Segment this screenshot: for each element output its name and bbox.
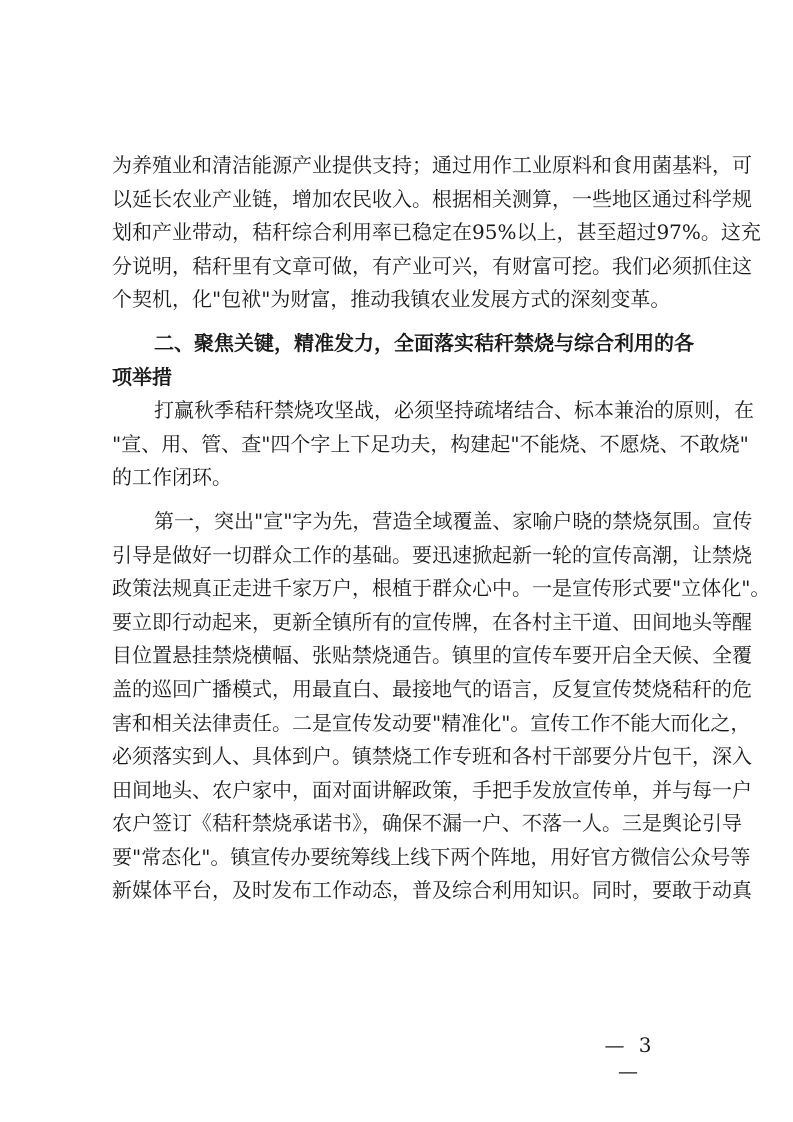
paragraph-industry-value bbox=[112, 149, 761, 317]
text-line: 田间地头、农户家中，面对面讲解政策，手把手发放宣传单，并与每一户 bbox=[112, 777, 752, 802]
text-line: 农户签订《秸秆禁烧承诺书》，确保不漏一户、不落一人。三是舆论引导 bbox=[112, 811, 742, 836]
text-line: 个契机，化"包袱"为财富，推动我镇农业发展方式的深刻变革。 bbox=[112, 287, 671, 312]
section-heading bbox=[112, 327, 694, 394]
text-line: 第一，突出"宣"字为先，营造全域覆盖、家喻户晓的禁烧氛围。宣传 bbox=[154, 508, 753, 533]
text-line: 为养殖业和清洁能源产业提供支持；通过用作工业原料和食用菌基料，可 bbox=[112, 153, 752, 177]
page-number: — 3 — bbox=[604, 1033, 656, 1083]
text-line: 必须落实到人、具体到户。镇禁烧工作专班和各村干部要分片包干，深入 bbox=[112, 744, 752, 769]
paragraph-principle bbox=[112, 394, 754, 495]
text-line: 引导是做好一切群众工作的基础。要迅速掀起新一轮的宣传高潮，让禁烧 bbox=[112, 542, 752, 567]
text-line: 的工作闭环。 bbox=[112, 465, 232, 490]
paragraph-publicity bbox=[112, 505, 771, 908]
text-line: 政策法规真正走进千家万户，根植于群众心中。一是宣传形式要"立体化"。 bbox=[112, 576, 771, 601]
heading-line: 项举措 bbox=[112, 364, 172, 389]
text-line: 以延长农业产业链，增加农民收入。根据相关测算，一些地区通过科学规 bbox=[112, 186, 752, 211]
text-line: 新媒体平台，及时发布工作动态，普及综合利用知识。同时，要敢于动真 bbox=[112, 878, 752, 903]
text-line: 分说明，秸秆里有文章可做，有产业可兴，有财富可挖。我们必须抓住这 bbox=[112, 253, 752, 278]
text-line: 要立即行动起来，更新全镇所有的宣传牌，在各村主干道、田间地头等醒 bbox=[112, 609, 752, 634]
heading-line: 二、聚焦关键，精准发力，全面落实秸秆禁烧与综合利用的各 bbox=[154, 330, 694, 355]
text-line: "宣、用、管、查"四个字上下足功夫，构建起"不能烧、不愿烧、不敢烧" bbox=[112, 431, 749, 456]
text-line: 害和相关法律责任。二是宣传发动要"精准化"。宣传工作不能大而化之， bbox=[112, 710, 751, 735]
document-body bbox=[112, 149, 771, 908]
text-line: 要"常态化"。镇宣传办要统筹线上线下两个阵地，用好官方微信公众号等 bbox=[112, 844, 751, 869]
text-line: 打赢秋季秸秆禁烧攻坚战，必须坚持疏堵结合、标本兼治的原则，在 bbox=[154, 398, 754, 423]
text-line: 划和产业带动，秸秆综合利用率已稳定在95%以上，甚至超过97%。这充 bbox=[112, 220, 761, 245]
text-line: 目位置悬挂禁烧横幅、张贴禁烧通告。镇里的宣传车要开启全天候、全覆 bbox=[112, 643, 752, 668]
text-line: 盖的巡回广播模式，用最直白、最接地气的语言，反复宣传焚烧秸秆的危 bbox=[112, 676, 752, 701]
